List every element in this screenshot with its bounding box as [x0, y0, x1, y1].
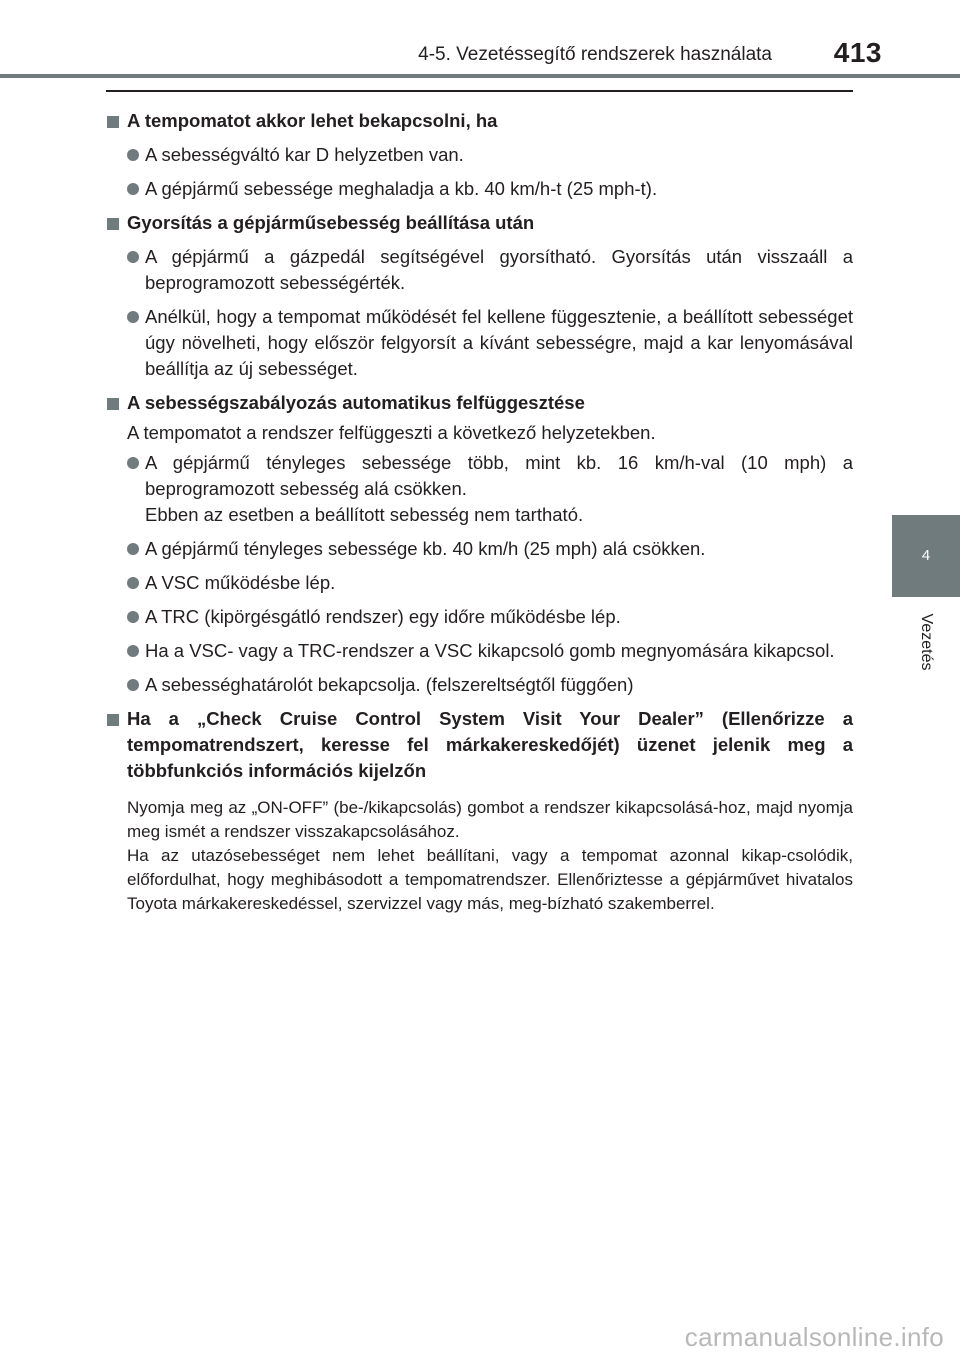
circle-bullet-icon	[127, 645, 139, 657]
circle-bullet-icon	[127, 311, 139, 323]
list-item-text: A TRC (kipörgésgátló rendszer) egy időre működésbe lép.	[145, 606, 621, 627]
list-item-text: A gépjármű tényleges sebessége több, mint kb. 16 km/h-val (10 mph) a beprogramozott sebesség alá csökken.	[145, 452, 853, 499]
header-rule	[0, 74, 960, 78]
section-heading-text: Gyorsítás a gépjárműsebesség beállítása után	[127, 212, 535, 233]
square-bullet-icon	[107, 714, 119, 726]
list-item	[106, 142, 853, 168]
paragraph: Nyomja meg az „ON-OFF” (be-/kikapcsolás) gombot a rendszer kikapcsolásá-hoz, majd nyomja meg ismét a rendszer visszakapcsolásához.	[127, 798, 853, 841]
circle-bullet-icon	[127, 679, 139, 691]
list-item-note: Ebben az esetben a beállított sebesség nem tartható.	[145, 504, 584, 525]
section-intro: A tempomatot a rendszer felfüggeszti a következő helyzetekben.	[127, 422, 656, 443]
page-number: 413	[833, 37, 882, 68]
page-header	[0, 0, 960, 80]
section-heading	[106, 706, 853, 784]
list-item-text: A gépjármű tényleges sebessége kb. 40 km/h (25 mph) alá csökken.	[145, 538, 706, 559]
list-item	[106, 604, 853, 630]
list-item-text: A VSC működésbe lép.	[145, 572, 336, 593]
list-item	[106, 536, 853, 562]
chapter-side-tab	[892, 515, 960, 597]
circle-bullet-icon	[127, 457, 139, 469]
square-bullet-icon	[107, 218, 119, 230]
circle-bullet-icon	[127, 611, 139, 623]
circle-bullet-icon	[127, 543, 139, 555]
circle-bullet-icon	[127, 577, 139, 589]
section-body	[106, 796, 853, 916]
section-heading-text: Ha a „Check Cruise Control System Visit Your Dealer” (Ellenőrizze a tempomatrendszert, keresse fel márkakereskedőjét) üzenet jelenik meg a többfunkciós információs kijelzőn	[127, 708, 853, 781]
list-item-text: A sebességhatárolót bekapcsolja. (felszereltségtől függően)	[145, 674, 634, 695]
list-item	[106, 570, 853, 596]
square-bullet-icon	[107, 116, 119, 128]
square-bullet-icon	[107, 398, 119, 410]
circle-bullet-icon	[127, 149, 139, 161]
list-item-text: A gépjármű sebessége meghaladja a kb. 40 km/h-t (25 mph-t).	[145, 178, 658, 199]
list-item	[106, 672, 853, 698]
list-item	[106, 638, 853, 664]
section-heading	[106, 108, 853, 134]
list-item	[106, 244, 853, 296]
chapter-title: 4-5. Vezetéssegítő rendszerek használata	[418, 44, 772, 65]
watermark: carmanualsonline.info	[684, 1322, 944, 1352]
circle-bullet-icon	[127, 251, 139, 263]
section-heading-text: A sebességszabályozás automatikus felfüggesztése	[127, 392, 585, 413]
list-item	[106, 304, 853, 382]
list-item-text: Ha a VSC- vagy a TRC-rendszer a VSC kikapcsoló gomb megnyomására kikapcsol.	[145, 640, 835, 661]
section-heading-text: A tempomatot akkor lehet bekapcsolni, ha	[127, 110, 498, 131]
list-item	[106, 450, 853, 528]
page-content	[106, 90, 853, 916]
list-item	[106, 176, 853, 202]
list-item-text: A sebességváltó kar D helyzetben van.	[145, 144, 464, 165]
circle-bullet-icon	[127, 183, 139, 195]
chapter-tab-number: 4	[921, 547, 931, 564]
paragraph: Ha az utazósebességet nem lehet beállítani, vagy a tempomat azonnal kikap-csolódik, előfordulhat, hogy meghibásodott a tempomatrendszer. Ellenőriztesse a gépjárművet hivatalos Toyota márkakereskedéssel, szervizzel vagy más, meg-bízható szakemberrel.	[127, 846, 853, 913]
list-item-text: Anélkül, hogy a tempomat működését fel kellene függesztenie, a beállított sebességet úgy növelheti, hogy először felgyorsít a kívánt sebességre, majd a kar lenyomásával beállítja az új sebességet.	[145, 306, 853, 379]
section-heading	[106, 210, 853, 236]
chapter-side-label: Vezetés	[918, 613, 935, 671]
list-item-text: A gépjármű a gázpedál segítségével gyorsítható. Gyorsítás után visszaáll a beprogramozott sebességérték.	[145, 246, 853, 293]
section-heading	[106, 390, 853, 416]
